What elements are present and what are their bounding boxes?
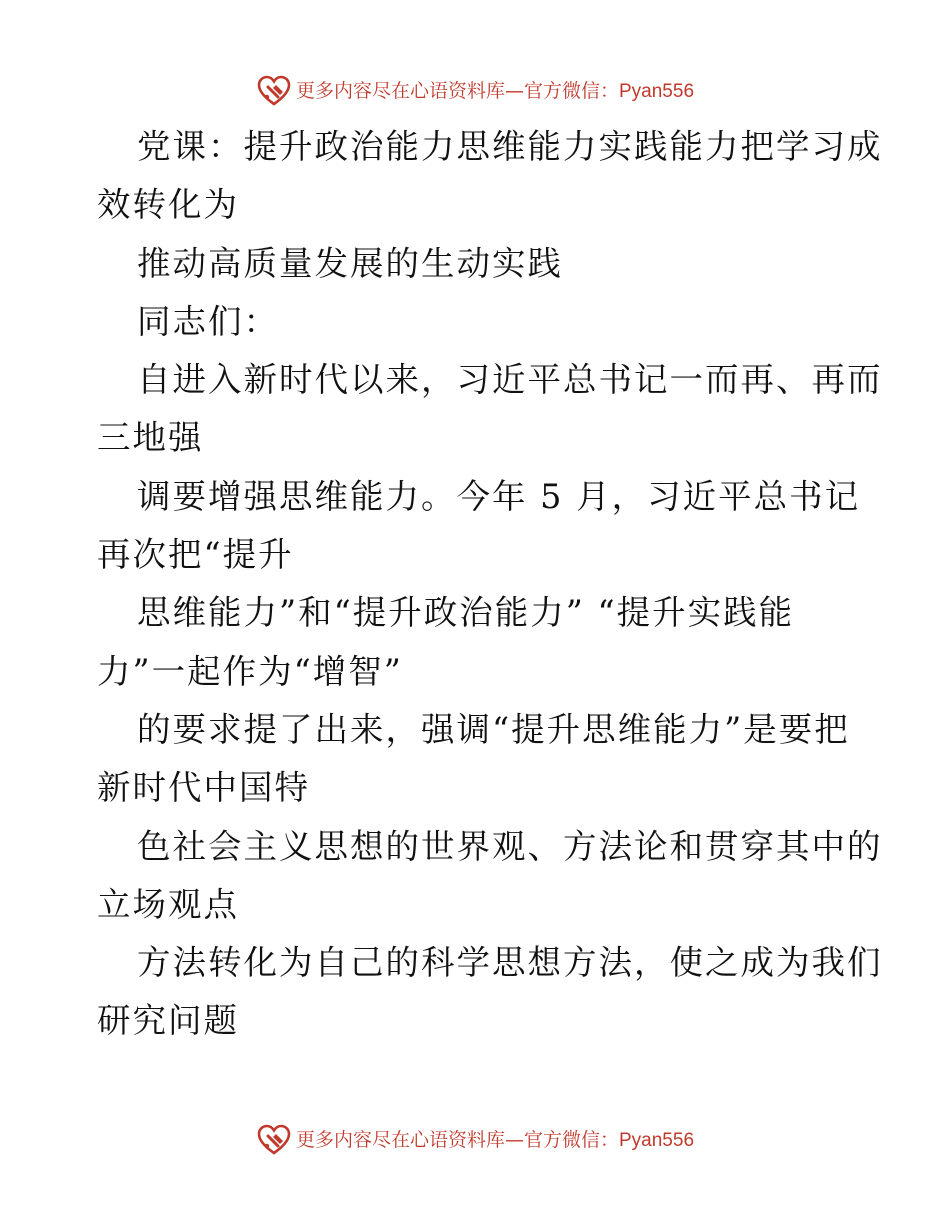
banner-wechat-id: Pyan556 — [619, 1129, 695, 1151]
document-body — [97, 118, 883, 1051]
heart-pen-logo-icon — [256, 1122, 292, 1158]
banner-text — [295, 79, 695, 102]
paragraph-line: 新时代中国特 — [97, 768, 310, 808]
heart-pen-logo-icon — [256, 73, 292, 109]
footer-banner — [0, 1120, 950, 1160]
paragraph-line: 力”一起作为“增智” — [97, 651, 403, 691]
paragraph-line: 三地强 — [97, 418, 204, 458]
paragraph-line: 色社会主义思想的世界观、方法论和贯穿其中的 — [137, 826, 883, 866]
banner-slogan: 更多内容尽在心语资料库—官方微信： — [295, 79, 619, 102]
banner-wechat-id: Pyan556 — [619, 80, 695, 102]
paragraph-line: 立场观点 — [97, 884, 239, 924]
paragraph-line: 再次把“提升 — [97, 535, 294, 575]
salutation-line: 同志们： — [137, 301, 279, 341]
paragraph-line: 自进入新时代以来，习近平总书记一而再、再而 — [137, 360, 883, 400]
banner-text — [295, 1128, 695, 1151]
paragraph-line: 思维能力”和“提升政治能力” “提升实践能 — [137, 593, 795, 633]
paragraph-line: 方法转化为自己的科学思想方法，使之成为我们 — [137, 943, 883, 983]
title-line-3: 推动高质量发展的生动实践 — [137, 243, 563, 283]
title-line-2: 效转化为 — [97, 185, 239, 225]
header-banner — [0, 71, 950, 111]
banner-slogan: 更多内容尽在心语资料库—官方微信： — [295, 1128, 619, 1151]
paragraph-line: 的要求提了出来，强调“提升思维能力”是要把 — [137, 709, 850, 749]
paragraph-line: 调要增强思维能力。今年 5 月，习近平总书记 — [137, 476, 861, 516]
title-line-1: 党课：提升政治能力思维能力实践能力把学习成 — [137, 127, 883, 166]
paragraph-line: 研究问题 — [97, 1001, 239, 1041]
